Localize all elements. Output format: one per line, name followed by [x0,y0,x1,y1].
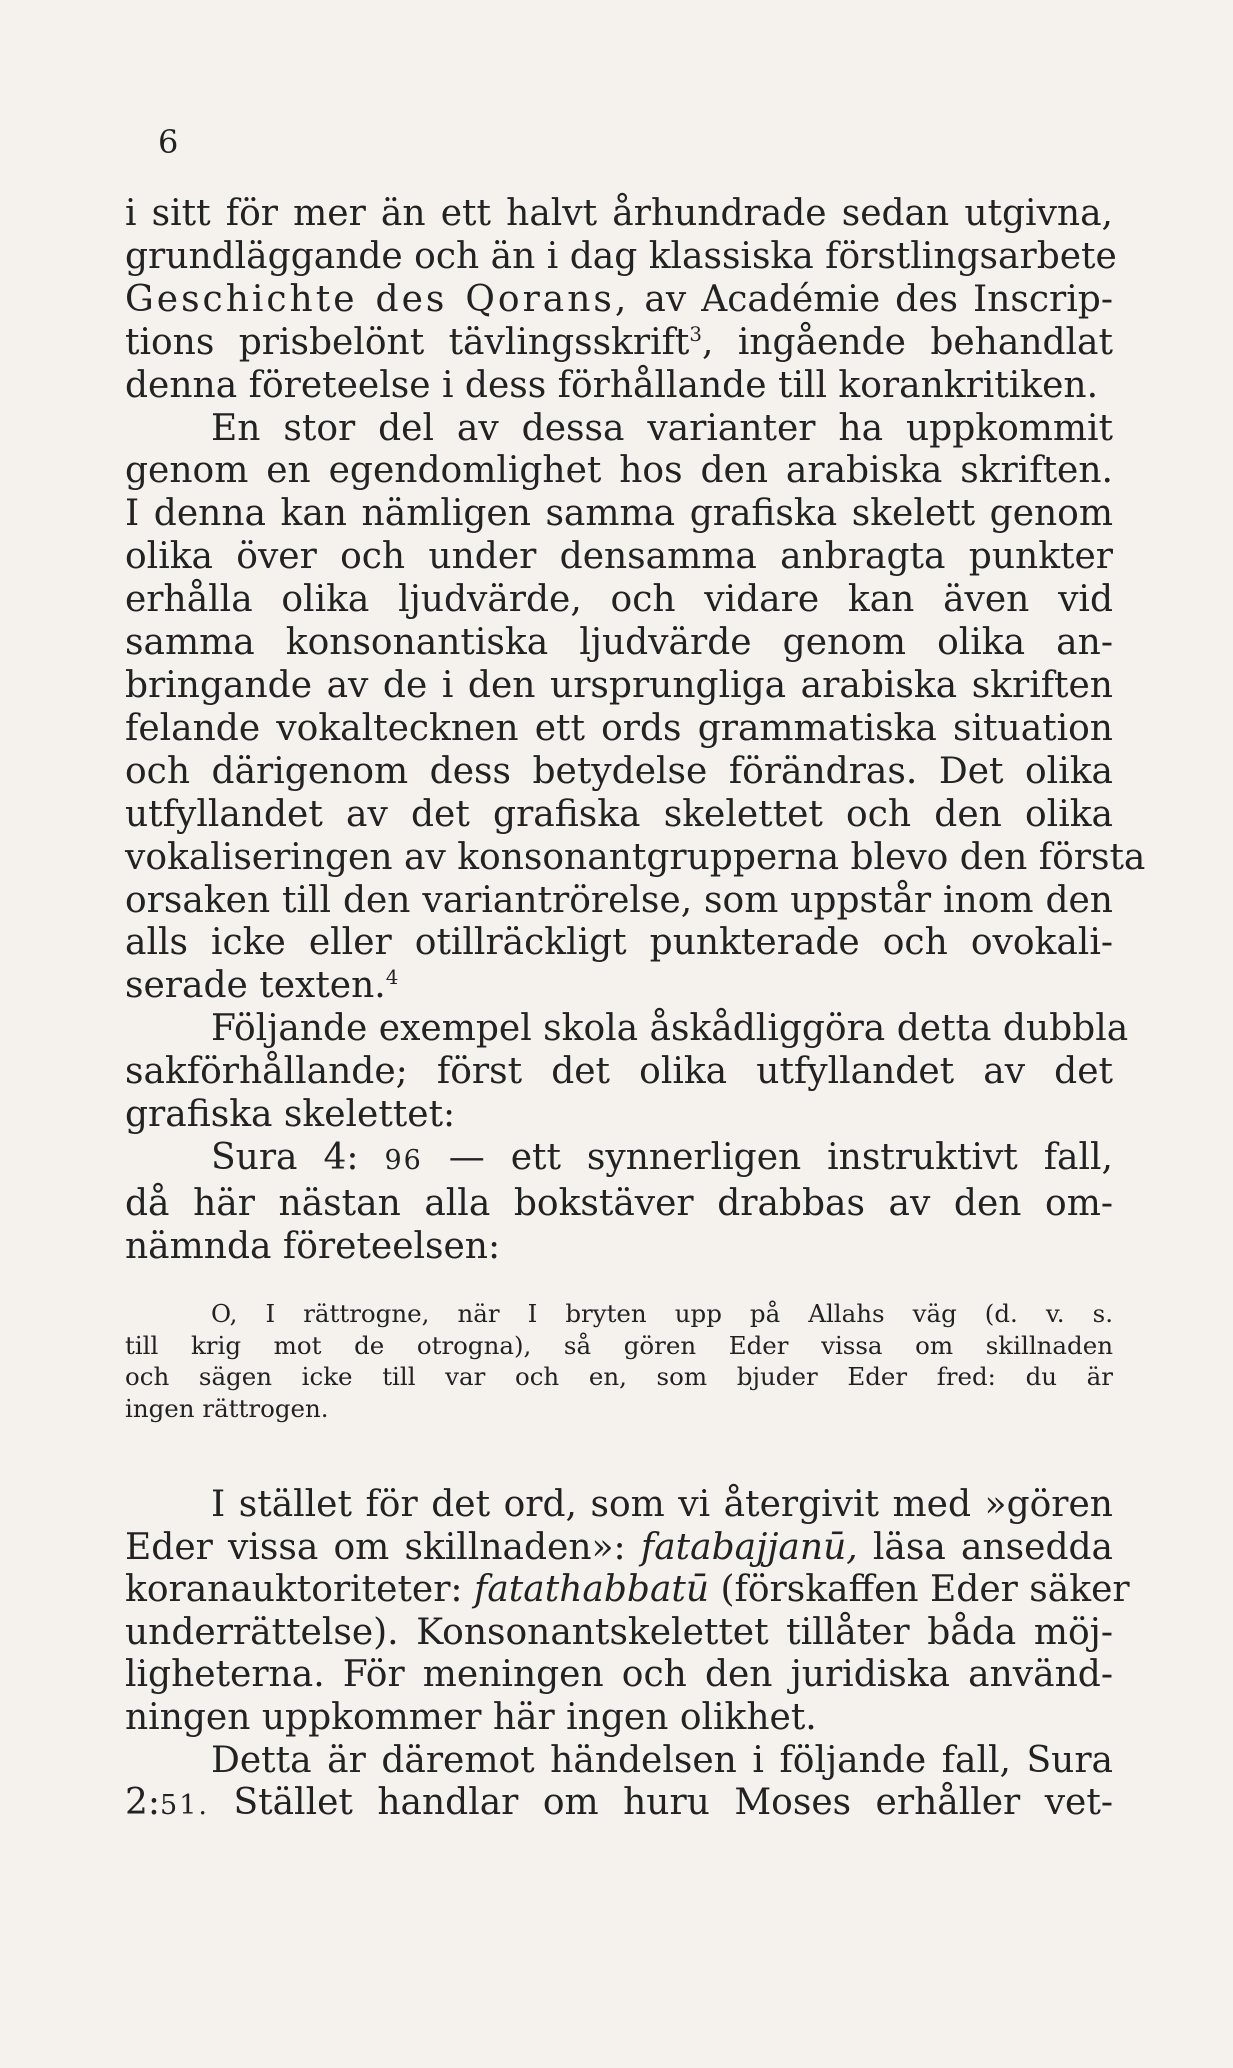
text-line [125,322,1113,365]
transliteration: fatathabbatū [474,1569,710,1611]
text-line: Följande exempel skola åskådliggöra detta dubbla [211,1008,1129,1050]
text-line: genom en egendomlighet hos den arabiska skriften. [125,450,1113,492]
text-line: I stället för det ord, som vi återgivit med »gören [211,1484,1113,1525]
text-line: bringande av de i den ursprungliga arabiska skriften [125,664,1113,706]
verse-number: 96 [384,1144,423,1176]
text-fragment: läsa ansedda [872,1526,1113,1568]
text-line: i sitt för mer än ett halvt århundrade sedan utgivna, [125,193,1113,234]
text-fragment: Eder vissa om skillnaden»: [125,1526,626,1568]
text-line: grundläggande och än i dag klassiska förstlingsarbete [125,235,1117,277]
text-line: och därigenom dess betydelse förändras. Det olika [125,750,1113,792]
text-fragment: (förskaffen Eder säker [720,1569,1130,1611]
text-line: denna företeelse i dess förhållande till korankritiken. [125,364,1099,406]
text-line: vokaliseringen av konsonantgrupperna blevo den första [125,836,1146,878]
quran-quotation [125,1298,1113,1424]
text-line: Detta är däremot händelsen i följande fall, Sura [211,1739,1113,1781]
quote-line: och sägen icke till var och en, som bjuder Eder fred: du är [125,1362,1113,1391]
page-number: 6 [158,123,179,161]
text-line: nämnda företeelsen: [125,1225,501,1267]
verse-number: 51. [160,1790,209,1822]
text-line: ligheterna. För meningen och den juridiska använd- [125,1654,1113,1696]
text-line: I denna kan nämligen samma grafiska skelett genom [125,493,1113,535]
text-fragment: Sura 4: [211,1136,359,1178]
text-line: alls icke eller otillräckligt punkterade och ovokali- [125,922,1113,964]
text-line: erhålla olika ljudvärde, och vidare kan även vid [125,579,1113,621]
text-line [125,965,1113,1008]
text-line: underrättelse). Konsonantskelettet tillåter båda möj- [125,1611,1113,1653]
text-line: En stor del av dessa varianter ha uppkommit [211,407,1113,449]
text-fragment: Stället handlar om huru Moses erhåller vet- [233,1782,1113,1824]
main-paragraphs [125,193,1146,1269]
quote-line: till krig mot de otrogna), så gören Eder vissa om skillnaden [125,1330,1113,1360]
text-line: då här nästan alla bokstäver drabbas av den om- [125,1182,1113,1224]
quote-line: O, I rättrogne, när I bryten upp på Allahs väg (d. v. s. [211,1299,1113,1328]
transliteration: fatabajjanū, [640,1526,858,1568]
text-fragment: serade texten. [125,965,386,1007]
book-title: Geschichte des Qorans, [125,278,630,320]
text-line: utfyllandet av det grafiska skelettet och den olika [125,793,1113,835]
text-line [125,1137,1113,1183]
text-line: olika över och under densamma anbragta punkter [125,536,1113,578]
text-line: grafiska skelettet: [125,1094,456,1136]
text-line: orsaken till den variantrörelse, som uppstår inom den [125,879,1113,921]
text-fragment: av Académie des Inscrip- [644,278,1113,320]
footnote-marker: 4 [385,966,399,990]
text-fragment: 2: [125,1782,161,1824]
text-line [125,279,1113,322]
following-paragraphs [125,1484,1130,1828]
quote-line: ingen rättrogen. [125,1393,329,1423]
text-line: samma konsonantiska ljudvärde genom olika an- [125,622,1113,664]
text-fragment: , ingående behandlat [701,321,1113,363]
text-fragment: tions prisbelönt tävlingsskrift [125,321,690,363]
text-fragment: koranauktoriteter: [125,1569,463,1611]
text-line [125,1569,1130,1612]
footnote-marker: 3 [689,322,702,346]
text-line: sakförhållande; först det olika utfyllandet av det [125,1051,1113,1093]
text-line: felande vokaltecknen ett ords grammatiska situation [125,707,1113,749]
text-fragment: — ett synnerligen instruktivt fall, [448,1136,1113,1178]
text-line: ningen uppkommer här ingen olikhet. [125,1696,817,1738]
text-line [125,1527,1113,1570]
text-line [125,1782,1113,1828]
